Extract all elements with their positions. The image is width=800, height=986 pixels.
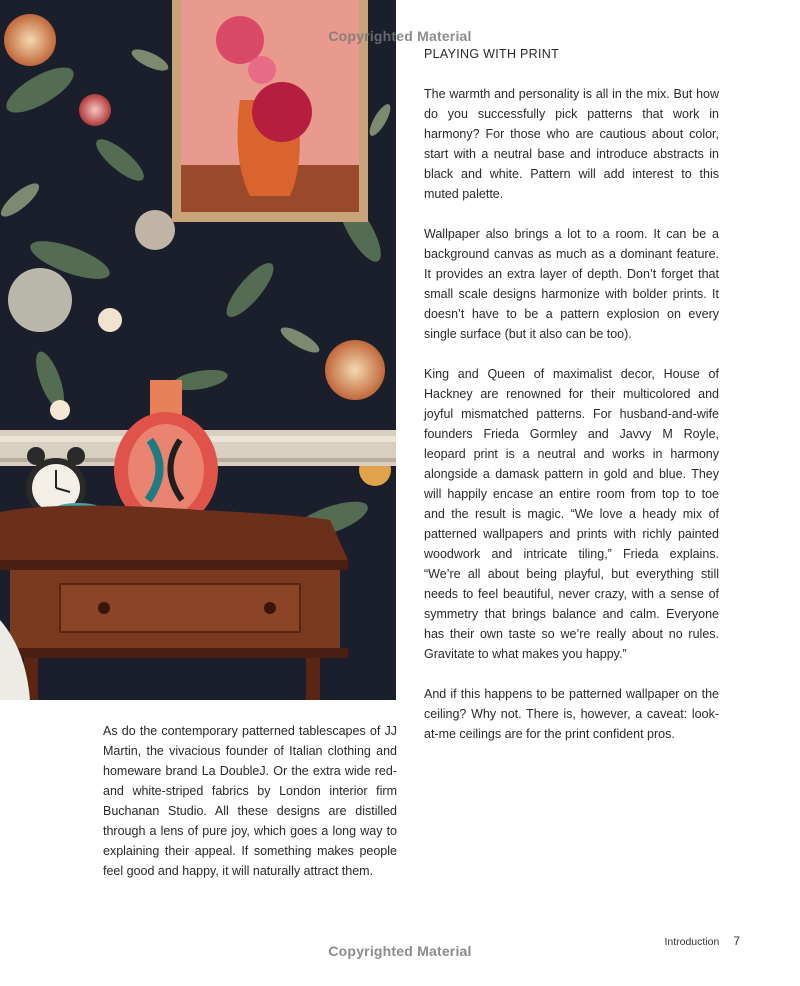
watermark-top: Copyrighted Material bbox=[328, 28, 472, 44]
section-name: Introduction bbox=[664, 936, 720, 948]
paragraph: And if this happens to be patterned wallpaper on the ceiling? Why not. There is, however, a caveat: look-at-me ceilings are for the print confident pros. bbox=[424, 687, 719, 741]
page-number: 7 bbox=[733, 934, 740, 948]
paragraph: The warmth and personality is all in the mix. But how do you successfully pick patterns that work in harmony? For those who are cautious about color, start with a neutral base and introduce abstracts in black and white. Pattern will add interest to this muted palette. bbox=[424, 87, 719, 201]
paragraph: As do the contemporary patterned tablescapes of JJ Martin, the vivacious founder of Italian clothing and homeware brand La DoubleJ. Or the extra wide red- and white-striped fabrics by London interior firm Buchanan Studio. All these designs are distilled through a lens of pure joy, which goes a long way to explaining their appeal. If something makes people feel good and happy, it will naturally attract them. bbox=[103, 724, 397, 878]
paragraph: Wallpaper also brings a lot to a room. It can be a background canvas as much as a dominant feature. It provides an extra layer of depth. Don’t forget that small scale designs harmonize with bolder prints. It doesn’t have to be a pattern explosion on every single surface (but it also can be too). bbox=[424, 227, 719, 341]
interior-photo-icon bbox=[0, 0, 396, 700]
interior-photo bbox=[0, 0, 396, 700]
article-left-column bbox=[103, 721, 397, 881]
watermark-bottom: Copyrighted Material bbox=[328, 943, 472, 959]
section-heading: PLAYING WITH PRINT bbox=[424, 47, 560, 61]
article-right-column bbox=[424, 44, 719, 764]
paragraph: King and Queen of maximalist decor, House of Hackney are renowned for their multicolored and joyful mismatched patterns. For husband-and-wife founders Frieda Gormley and Javvy M Royle, leopard print is a neutral and works in harmony alongside a damask pattern in gold and blue. They will happily encase an entire room from top to toe and the result is magic. “We love a heady mix of patterned wallpapers and prints with richly painted woodwork and intricate tiling,” Frieda explains. “We’re all about being playful, but everything still needs to feel beautiful, never crazy, with a sense of symmetry that brings balance and calm. Everyone has their own taste so we’re really about no rules. Gravitate to what makes you happy.” bbox=[424, 367, 719, 661]
